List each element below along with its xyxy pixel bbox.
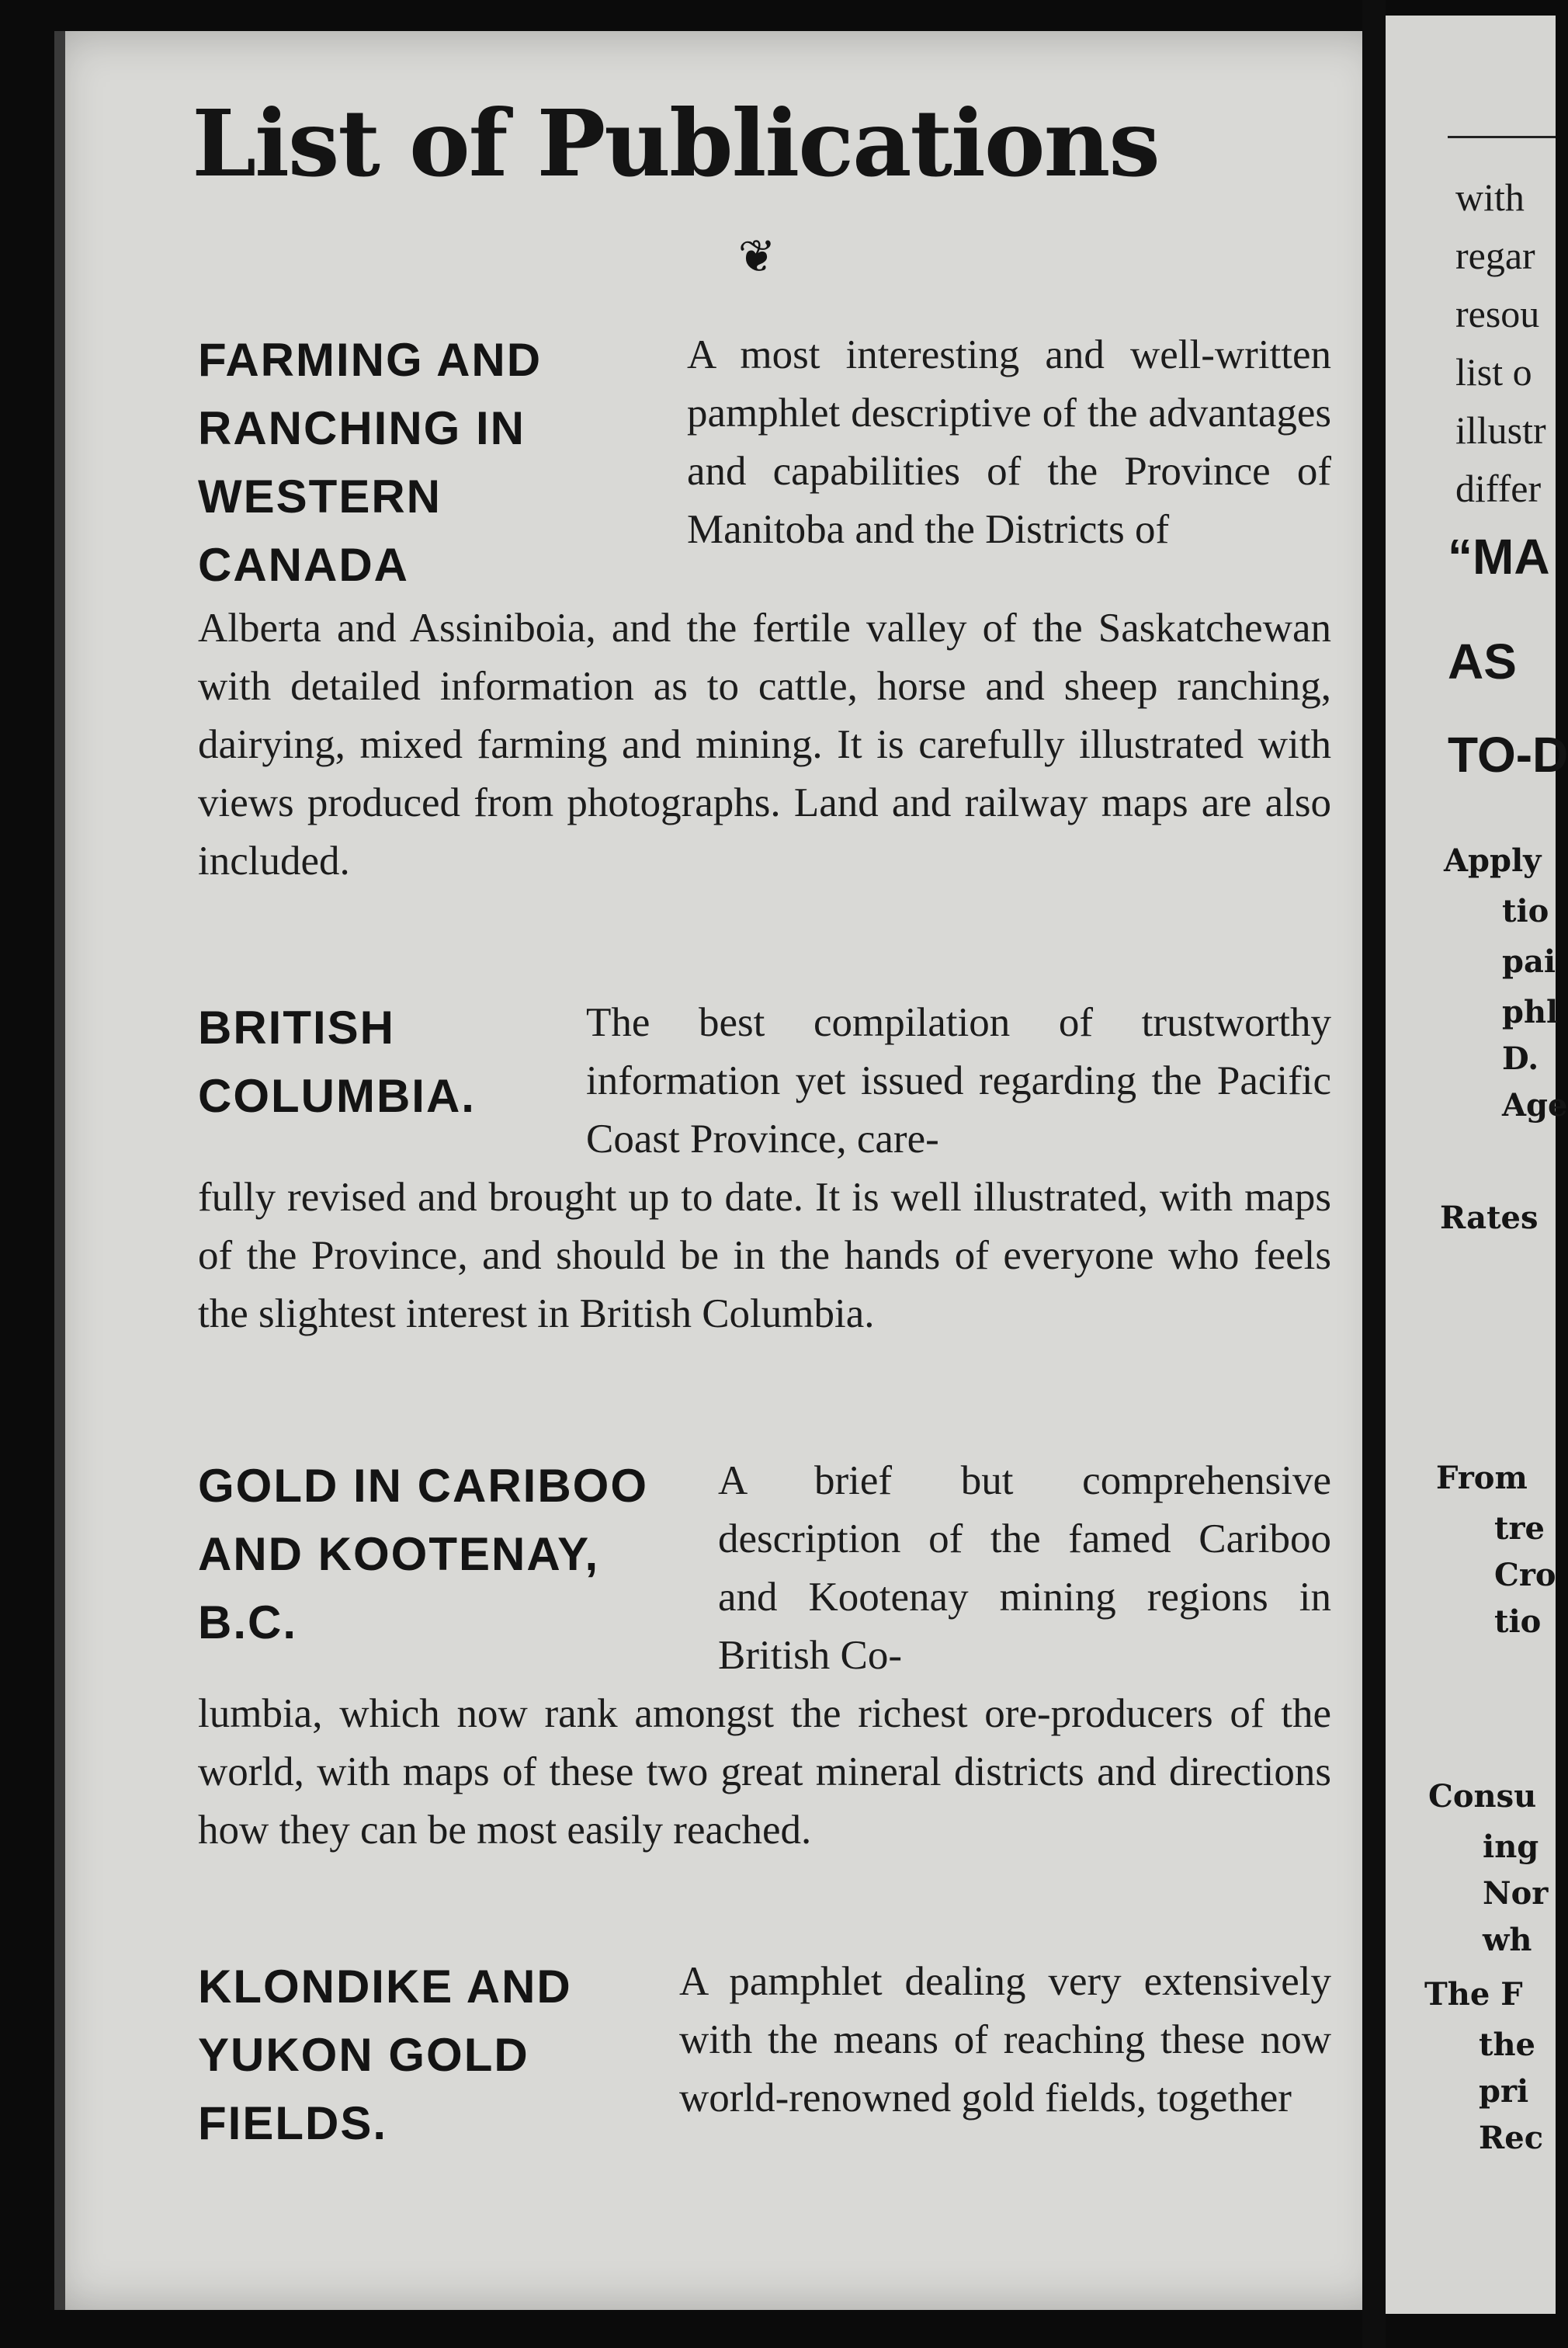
- fragment-line: pri: [1479, 2073, 1529, 2110]
- fragment-line: tre: [1494, 1510, 1545, 1547]
- fragment-line: ing: [1483, 1829, 1539, 1865]
- fragment-line: The F: [1424, 1976, 1523, 2013]
- publication-entry-british-columbia: [198, 994, 1331, 1343]
- fragment-line: tio: [1502, 893, 1549, 929]
- fragment-line: resou: [1455, 292, 1540, 335]
- publication-entry-klondike-yukon: [198, 1953, 1331, 2158]
- entry-intro: A brief but comprehensive description of the famed Cariboo and Kootenay mining regions in British Co-: [718, 1458, 1331, 1678]
- entry-continuation: fully revised and brought up to date. It is well illustrated, with maps of the Province, and should be in the hands of everyone who feels the slightest interest in British Columbia.: [198, 1175, 1331, 1336]
- publication-entry-cariboo-kootenay: [198, 1452, 1331, 1860]
- entry-intro: The best compilation of trustworthy information yet issued regarding the Pacific Coast Province, care-: [586, 1000, 1331, 1162]
- entry-heading: BRITISH COLUMBIA.: [198, 1002, 476, 1122]
- page-title: List of Publications: [192, 89, 1159, 197]
- fragment-line: Rec: [1479, 2120, 1544, 2156]
- entry-intro: A pamphlet dealing very extensively with the means of reaching these now world-renowned gold fields, together: [679, 1959, 1331, 2120]
- fragment-line: wh: [1483, 1922, 1532, 1958]
- entry-continuation: lumbia, which now rank amongst the richest ore-producers of the world, with maps of these two great mineral districts and directions how they can be most easily reached.: [198, 1691, 1331, 1853]
- entry-continuation: Alberta and Assiniboia, and the fertile valley of the Saskatchewan with detailed information as to cattle, horse and sheep ranching, dairying, mixed farming and mining. It is carefully illustrated with views produced from photographs. Land and railway maps are also included.: [198, 606, 1331, 884]
- fragment-heading: AS: [1448, 634, 1517, 689]
- fragment-heading: TO-D: [1448, 727, 1568, 783]
- entry-intro: A most interesting and well-written pamphlet descriptive of the advantages and capabilities of the Province of Manitoba and the Districts of: [687, 332, 1331, 552]
- fragment-line: Consu: [1428, 1778, 1537, 1815]
- entry-heading: GOLD IN CARIBOO AND KOOTENAY, B.C.: [198, 1460, 648, 1648]
- entry-heading: KLONDIKE AND YUKON GOLD FIELDS.: [198, 1961, 572, 2149]
- binding-gutter: [1362, 0, 1386, 2348]
- header-rule: [1448, 136, 1556, 138]
- fragment-line: D.: [1502, 1040, 1539, 1077]
- fragment-line: with: [1455, 175, 1525, 219]
- fragment-line: tio: [1494, 1603, 1542, 1640]
- fragment-line: Cro: [1494, 1557, 1556, 1593]
- fragment-line: Nor: [1483, 1875, 1549, 1912]
- fragment-line: differ: [1455, 467, 1542, 510]
- publication-entry-farming: [198, 326, 1331, 891]
- fragment-line: regar: [1455, 234, 1535, 277]
- fragment-line: Apply: [1444, 842, 1542, 879]
- fragment-heading: “MA: [1448, 529, 1550, 585]
- fragment-line: Age: [1502, 1087, 1568, 1124]
- fragment-line: From: [1436, 1460, 1528, 1496]
- fragment-line: list o: [1455, 350, 1532, 394]
- fragment-line: illustr: [1455, 408, 1546, 452]
- entry-heading: FARMING AND RANCHING IN WESTERN CANADA: [198, 334, 543, 591]
- fragment-line: pai: [1502, 943, 1556, 980]
- fleuron-ornament-icon: ❦: [737, 230, 776, 283]
- fragment-line: Rates: [1440, 1200, 1539, 1236]
- page-edge-shadow: [54, 31, 65, 2310]
- fragment-line: phl: [1502, 994, 1559, 1030]
- fragment-line: the: [1479, 2027, 1536, 2063]
- adjacent-page-fragment: [1386, 16, 1568, 2314]
